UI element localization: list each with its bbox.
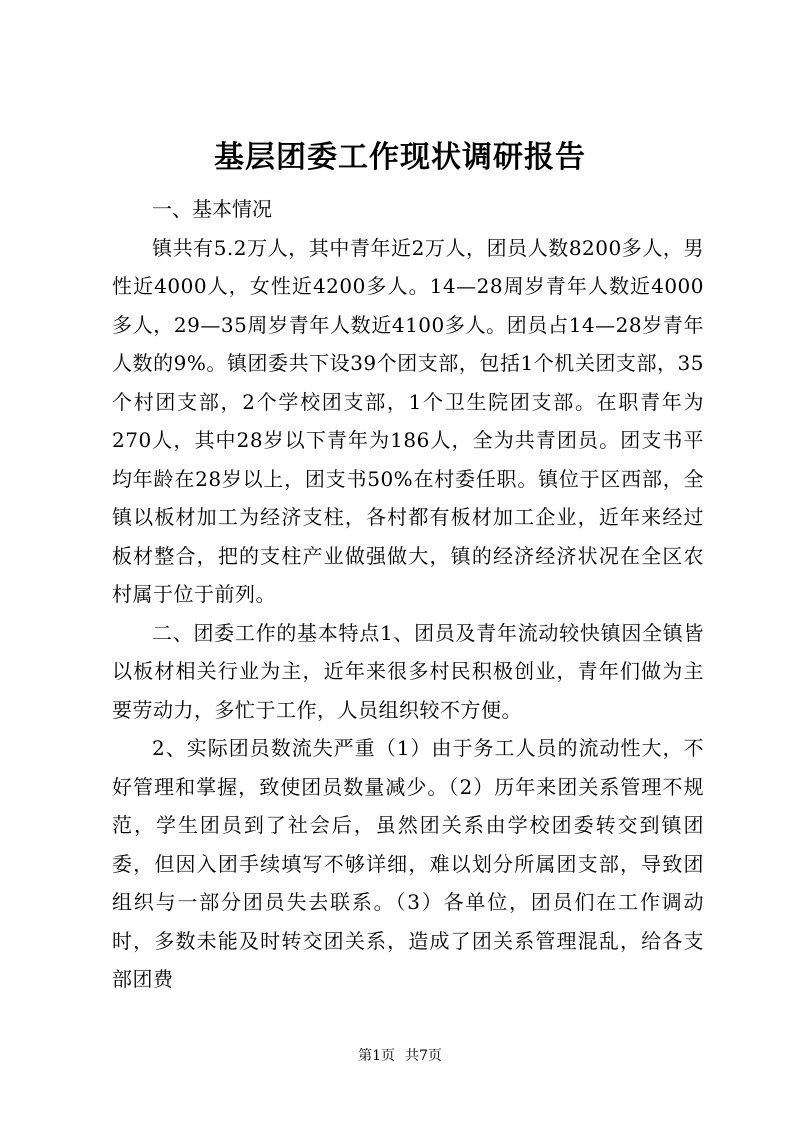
paragraph-work-features: 二、团委工作的基本特点1、团员及青年流动较快镇因全镇皆以板材相关行业为主，近年来很多村民积极创业，青年们做为主要劳动力，多忙于工作，人员组织较不方便。 <box>112 620 704 722</box>
page-number: 第1页 <box>358 1048 395 1064</box>
section-heading-basic-info: 一、基本情况 <box>152 197 272 221</box>
page-total: 共7页 <box>405 1048 442 1064</box>
paragraph-member-loss: 2、实际团员数流失严重（1）由于务工人员的流动性大，不好管理和掌握，致使团员数量减少。（2）历年来团关系管理不规范，学生团员到了社会后，虽然团关系由学校团委转交到镇团委，但因入团手续填写不够详细，难以划分所属团支部，导致团组织与一部分团员失去联系。（3）各单位，团员们在工作调动时，多数未能及时转交团关系，造成了团关系管理混乱，给各支部团费 <box>112 736 704 991</box>
document-title: 基层团委工作现状调研报告 <box>214 140 586 175</box>
document-body <box>112 190 704 999</box>
paragraph-basic-info: 镇共有5.2万人，其中青年近2万人，团员人数8200多人，男性近4000人，女性近4200多人。14—28周岁青年人数近4000多人，29—35周岁青年人数近4100多人。团员占14—28岁青年人数的9%。镇团委共下设39个团支部，包括1个机关团支部，35个村团支部，2个学校团支部，1个卫生院团支部。在职青年为270人，其中28岁以下青年为186人，全为共青团员。团支书平均年龄在28岁以上，团支书50%在村委任职。镇位于区西部，全镇以板材加工为经济支柱，各村都有板材加工企业，近年来经过板材整合，把的支柱产业做强做大，镇的经济经济状况在全区农村属于位于前列。 <box>112 235 704 606</box>
page-footer <box>0 1046 800 1066</box>
